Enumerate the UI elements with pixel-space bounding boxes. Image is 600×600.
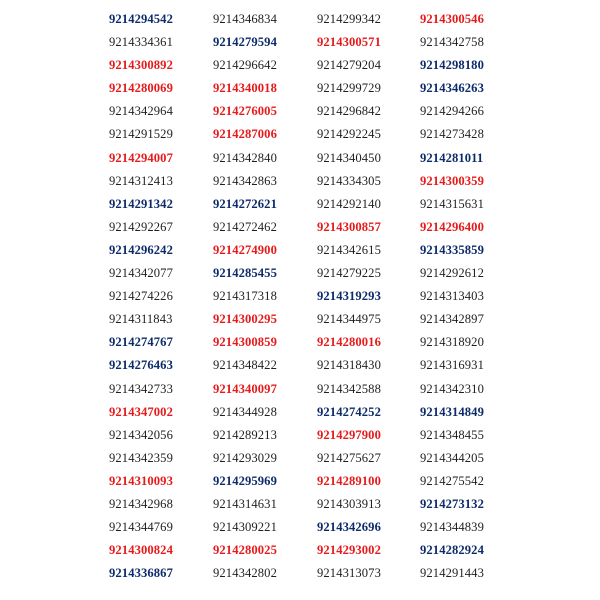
phone-number: 9214289213 [213, 427, 277, 442]
phone-number: 9214279594 [213, 35, 277, 50]
phone-number: 9214273428 [420, 127, 484, 142]
phone-number: 9214342897 [420, 312, 484, 327]
phone-number: 9214289100 [317, 473, 381, 488]
phone-number: 9214342863 [213, 173, 277, 188]
phone-number: 9214344839 [420, 520, 484, 535]
phone-number: 9214272621 [213, 196, 277, 211]
phone-number: 9214342056 [109, 427, 173, 442]
phone-number: 9214300857 [317, 219, 381, 234]
phone-number: 9214346263 [420, 81, 484, 96]
number-column-4 [420, 8, 550, 585]
phone-number: 9214292267 [109, 219, 173, 234]
phone-number: 9214280069 [109, 81, 173, 96]
phone-number: 9214346834 [213, 12, 277, 26]
phone-number: 9214300359 [420, 173, 484, 188]
phone-number: 9214342310 [420, 381, 484, 396]
phone-number: 9214292245 [317, 127, 381, 142]
phone-number: 9214315631 [420, 196, 484, 211]
phone-number: 9214300546 [420, 12, 484, 26]
phone-number: 9214318430 [317, 358, 381, 373]
phone-number: 9214273132 [420, 496, 484, 511]
phone-number: 9214292140 [317, 196, 381, 211]
phone-number: 9214300824 [109, 543, 173, 558]
phone-number: 9214313403 [420, 289, 484, 304]
phone-number: 9214282924 [420, 543, 484, 558]
phone-number: 9214344928 [213, 404, 277, 419]
phone-number: 9214291443 [420, 566, 484, 581]
phone-number: 9214334361 [109, 35, 173, 50]
phone-number: 9214311843 [109, 312, 173, 327]
phone-number: 9214276463 [109, 358, 173, 373]
phone-number: 9214316931 [420, 358, 484, 373]
phone-number: 9214344769 [109, 520, 173, 535]
phone-number: 9214291342 [109, 196, 173, 211]
phone-number: 9214342359 [109, 450, 173, 465]
phone-number: 9214296642 [213, 58, 277, 73]
phone-number: 9214274252 [317, 404, 381, 419]
phone-number: 9214296842 [317, 104, 381, 119]
phone-number: 9214342802 [213, 566, 277, 581]
phone-number: 9214303913 [317, 496, 381, 511]
phone-number: 9214300892 [109, 58, 173, 73]
phone-number: 9214318920 [420, 335, 484, 350]
phone-number: 9214294266 [420, 104, 484, 119]
phone-number: 9214340097 [213, 381, 277, 396]
phone-number: 9214335859 [420, 242, 484, 257]
phone-number: 9214279225 [317, 266, 381, 281]
phone-number: 9214293029 [213, 450, 277, 465]
phone-number: 9214334305 [317, 173, 381, 188]
phone-number: 9214347002 [109, 404, 173, 419]
phone-number: 9214293002 [317, 543, 381, 558]
phone-number: 9214340450 [317, 150, 381, 165]
phone-number: 9214297900 [317, 427, 381, 442]
phone-number: 9214342964 [109, 104, 173, 119]
phone-number: 9214299342 [317, 12, 381, 26]
phone-number: 9214340018 [213, 81, 277, 96]
phone-number: 9214280016 [317, 335, 381, 350]
phone-number: 9214313073 [317, 566, 381, 581]
phone-number: 9214274226 [109, 289, 173, 304]
phone-number: 9214280025 [213, 543, 277, 558]
phone-number: 9214314849 [420, 404, 484, 419]
phone-number: 9214317318 [213, 289, 277, 304]
phone-number: 9214319293 [317, 289, 381, 304]
phone-number: 9214300859 [213, 335, 277, 350]
phone-number: 9214300571 [317, 35, 381, 50]
phone-number: 9214300295 [213, 312, 277, 327]
phone-number: 9214274900 [213, 242, 277, 257]
phone-number: 9214312413 [109, 173, 173, 188]
phone-number: 9214336867 [109, 566, 173, 581]
phone-number: 9214348455 [420, 427, 484, 442]
phone-number: 9214276005 [213, 104, 277, 119]
phone-number: 9214342588 [317, 381, 381, 396]
phone-number: 9214342077 [109, 266, 173, 281]
phone-number: 9214279204 [317, 58, 381, 73]
phone-number: 9214291529 [109, 127, 173, 142]
phone-number: 9214348422 [213, 358, 277, 373]
phone-number: 9214285455 [213, 266, 277, 281]
phone-number: 9214344975 [317, 312, 381, 327]
phone-number: 9214342733 [109, 381, 173, 396]
phone-number: 9214310093 [109, 473, 173, 488]
phone-number: 9214274767 [109, 335, 173, 350]
phone-number: 9214294007 [109, 150, 173, 165]
phone-number: 9214298180 [420, 58, 484, 73]
phone-number: 9214342615 [317, 242, 381, 257]
phone-number: 9214342696 [317, 520, 381, 535]
phone-number: 9214296400 [420, 219, 484, 234]
phone-number: 9214287006 [213, 127, 277, 142]
phone-number: 9214309221 [213, 520, 277, 535]
phone-number: 9214275542 [420, 473, 484, 488]
phone-number: 9214296242 [109, 242, 173, 257]
phone-number: 9214292612 [420, 266, 484, 281]
phone-number: 9214294542 [109, 12, 173, 26]
phone-number: 9214342758 [420, 35, 484, 50]
phone-number: 9214342840 [213, 150, 277, 165]
phone-number: 9214314631 [213, 496, 277, 511]
phone-number: 9214272462 [213, 219, 277, 234]
phone-number: 9214295969 [213, 473, 277, 488]
phone-number: 9214281011 [420, 150, 484, 165]
phone-number: 9214275627 [317, 450, 381, 465]
phone-number: 9214299729 [317, 81, 381, 96]
phone-number: 9214342968 [109, 496, 173, 511]
phone-number: 9214344205 [420, 450, 484, 465]
